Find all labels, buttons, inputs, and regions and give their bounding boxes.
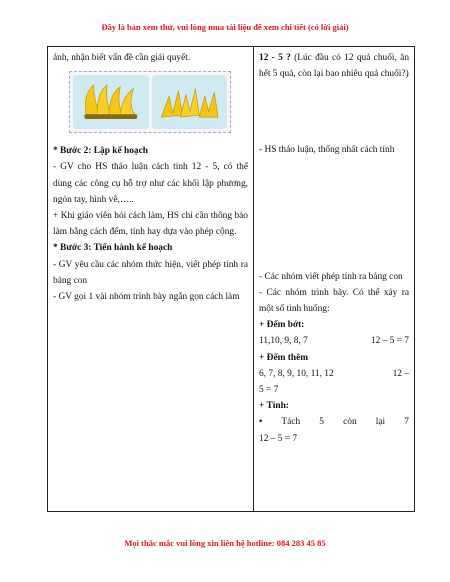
case-count-up-equation-start: 12 – [392,368,409,379]
step3-title: * Bước 3: Tiến hành kế hoạch [53,243,173,254]
problem-description: (Lúc đầu có 12 quả chuối, ăn hết 5 quả, còn lại bao nhiêu quả chuối?) [259,53,410,80]
step3-paragraph-1: - GV yêu cầu các nhóm thức hiện, viết phép tính ra bảng con [53,259,248,286]
step3-paragraph-2: - GV gọi 1 vài nhóm trình bày ngắn gọn cách làm [53,292,240,303]
case-count-up-line [259,366,409,382]
student-write: - Các nhóm viết phép tính ra bảng con [259,271,403,282]
student-discussion: - HS thảo luận, thống nhất cách tính [259,145,395,156]
step2-paragraph-2: + Khi giáo viên hỏi cách làm, HS chỉ cần thông báo làm bằng cách đếm, tính hay dựa vào phép cộng. [53,211,248,238]
bananas-bunch-image [73,75,149,129]
preview-notice: Đây là bản xem thử, vui lòng mua tài liệu để xem chi tiết (có lời giải) [101,22,349,32]
case-count-up-title: + Đếm thêm [259,352,309,363]
intro-text: ảnh, nhận biết vấn đề cần giải quyết. [53,53,191,63]
case-compute-title: + Tính: [259,401,289,412]
step2-title: * Bước 2: Lập kế hoạch [53,146,148,157]
hotline-notice: Mọi thắc mắc vui lòng xin liên hệ hotline: 084 283 45 85 [124,538,326,548]
bullet-icon: • [259,417,263,428]
case-count-down-title: + Đếm bớt: [259,320,305,331]
case-count-up-sequence: 6, 7, 8, 9, 10, 11, 12 [259,368,334,379]
teacher-column [48,47,254,512]
case-compute-line [259,414,409,430]
student-column [254,47,415,512]
word-seven: 7 [404,417,409,428]
student-present: - Các nhóm trình bày. Có thể xảy ra một số tình huống: [259,287,409,315]
word-tach: Tách [281,417,301,428]
case-count-up-equation-end: 5 = 7 [259,385,279,396]
word-con: còn [343,417,357,428]
banana-peels-image [152,75,228,129]
problem-question [259,50,409,82]
case-count-down-sequence: 11,10, 9, 8, 7 [259,336,308,347]
banana-illustration [69,71,231,133]
word-five: 5 [319,417,324,428]
lesson-table [47,46,415,512]
case-compute-equation: 12 – 5 = 7 [259,433,298,444]
case-count-down-line [259,333,409,349]
step2-paragraph-1: - GV cho HS thảo luận cách tính 12 - 5, có thể dùng các công cụ hỗ trợ như các khối lập phương, ngón tay, hình vẽ,….. [53,162,248,205]
problem-expression: 12 - 5 ? [259,53,291,63]
case-count-down-equation: 12 – 5 = 7 [370,336,409,347]
word-lai: lại [375,417,386,428]
